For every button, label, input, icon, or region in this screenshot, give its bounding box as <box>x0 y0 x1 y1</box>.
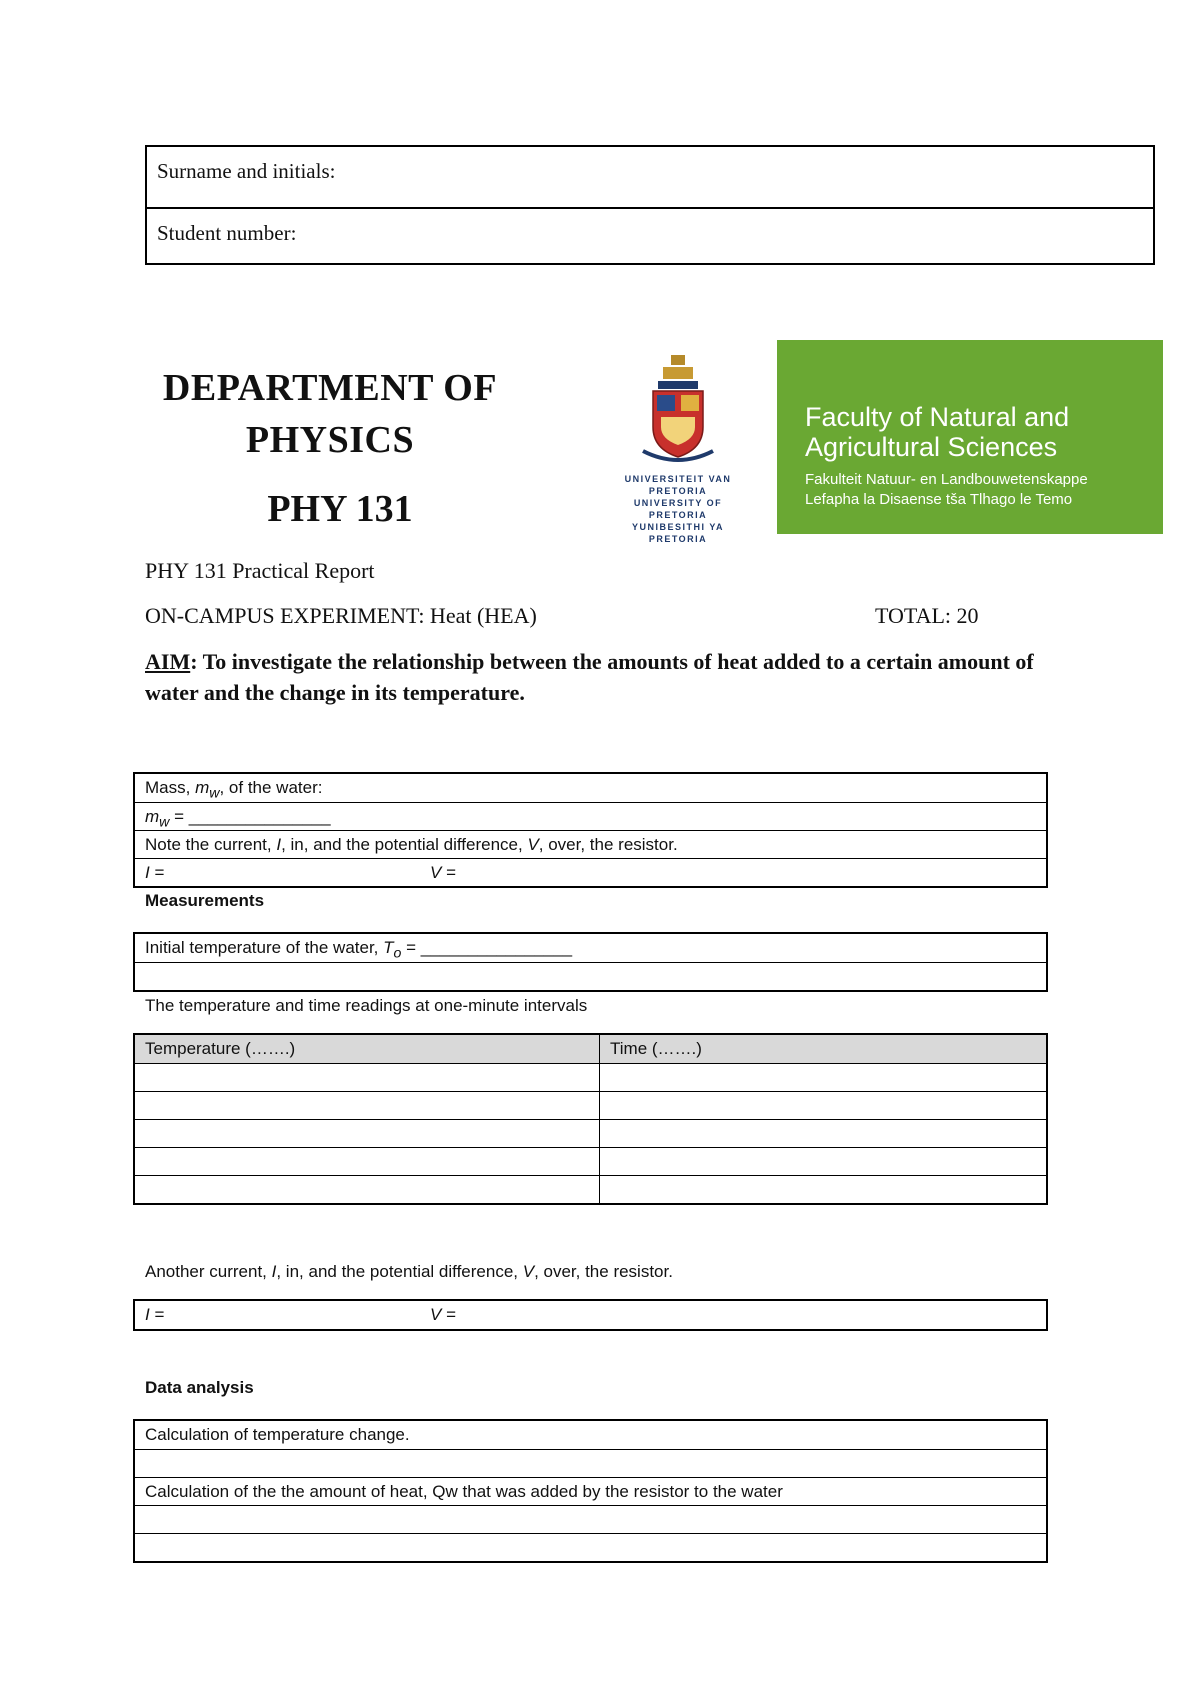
another-voltage-part <box>430 1305 456 1325</box>
note-prefix: Note the current, <box>145 835 277 854</box>
initial-temp-symbol: T <box>383 938 394 957</box>
time-cell[interactable] <box>600 1120 1046 1147</box>
col-header-temperature: Temperature (…….) <box>135 1035 600 1063</box>
initial-temp-subscript: o <box>393 945 402 962</box>
current-label: I <box>145 863 150 882</box>
heat-calc-row <box>135 1477 1046 1505</box>
readings-row <box>135 1119 1046 1147</box>
student-number-field[interactable] <box>147 207 1153 267</box>
note-V-symbol: V <box>527 835 539 854</box>
another-voltage-eq: = <box>441 1305 456 1324</box>
mass-symbol: m <box>195 778 210 797</box>
current-voltage-field[interactable] <box>135 858 1046 886</box>
surname-label: Surname and initials: <box>157 159 336 183</box>
mass-row <box>135 774 1046 802</box>
mass-label-suffix: , of the water: <box>219 778 323 797</box>
crest-text-english: UNIVERSITY OF PRETORIA <box>633 498 723 520</box>
aim-statement <box>145 646 1045 708</box>
voltage-eq: = <box>441 863 456 882</box>
another-current-label: I <box>145 1305 150 1324</box>
dept-line-2: PHYSICS <box>245 419 415 461</box>
voltage-part <box>430 863 456 883</box>
total-marks: TOTAL: 20 <box>875 603 979 628</box>
mw-blank: = _______________ <box>169 807 331 826</box>
temperature-cell[interactable] <box>135 1064 600 1091</box>
readings-row <box>135 1063 1046 1091</box>
surname-field[interactable] <box>147 147 1153 207</box>
faculty-title-line-2: Agricultural Sciences <box>805 432 1058 462</box>
another-current-eq: = <box>149 1305 165 1324</box>
faculty-banner <box>777 340 1163 534</box>
crest-text-afrikaans: UNIVERSITEIT VAN PRETORIA <box>624 474 732 496</box>
measurements-heading: Measurements <box>145 891 265 910</box>
dept-line-1: DEPARTMENT OF <box>162 367 498 409</box>
mass-current-table <box>133 772 1048 888</box>
temp-change-answer-field[interactable] <box>135 1449 1046 1477</box>
initial-temperature-extra-row[interactable] <box>135 962 1046 990</box>
another-current-caption <box>145 1262 673 1282</box>
current-eq: = <box>149 863 165 882</box>
mass-subscript: w <box>209 785 220 802</box>
mass-value-field[interactable] <box>135 802 1046 830</box>
data-analysis-table <box>133 1419 1048 1563</box>
col-header-time: Time (…….) <box>610 1039 702 1058</box>
note-I-symbol: I <box>276 835 282 854</box>
readings-row <box>135 1091 1046 1119</box>
aim-text: : To investigate the relationship between the amounts of heat added to a certain amount of water and the change in its temperature. <box>145 649 1034 705</box>
another-V-symbol: V <box>522 1262 535 1281</box>
course-code: PHY 131 <box>267 488 413 530</box>
time-cell[interactable] <box>600 1148 1046 1175</box>
data-analysis-heading: Data analysis <box>145 1378 254 1397</box>
note-suffix: , over, the resistor. <box>538 835 678 854</box>
aim-label: AIM <box>145 649 191 674</box>
temp-change-label: Calculation of temperature change. <box>145 1425 410 1444</box>
student-info-box <box>145 145 1155 265</box>
another-I-symbol: I <box>271 1262 277 1281</box>
initial-temperature-table <box>133 932 1048 992</box>
heat-calc-answer-field-1[interactable] <box>135 1505 1046 1533</box>
time-cell[interactable] <box>600 1064 1046 1091</box>
faculty-title-line-1: Faculty of Natural and <box>805 402 1070 432</box>
university-name-text <box>603 473 753 545</box>
note-mid: , in, and the potential difference, <box>281 835 528 854</box>
report-title: PHY 131 Practical Report <box>145 558 375 583</box>
another-current-voltage-field[interactable] <box>135 1301 1046 1329</box>
readings-row <box>135 1175 1046 1203</box>
temperature-cell[interactable] <box>135 1176 600 1203</box>
readings-row <box>135 1147 1046 1175</box>
temperature-cell[interactable] <box>135 1092 600 1119</box>
another-voltage-label: V <box>430 1305 442 1324</box>
temperature-cell[interactable] <box>135 1148 600 1175</box>
initial-temperature-field[interactable] <box>135 934 1046 962</box>
initial-temp-blank: = ________________ <box>401 938 573 957</box>
time-cell[interactable] <box>600 1092 1046 1119</box>
student-number-label: Student number: <box>157 221 297 245</box>
readings-header-row <box>135 1035 1046 1063</box>
experiment-name: ON-CAMPUS EXPERIMENT: Heat (HEA) <box>145 603 537 628</box>
mass-label-prefix: Mass, <box>145 778 196 797</box>
faculty-subtitle-1: Fakulteit Natuur- en Landbouwetenskappe <box>805 471 1088 488</box>
readings-caption: The temperature and time readings at one-minute intervals <box>145 996 588 1015</box>
another-suffix: , over, the resistor. <box>534 1262 673 1281</box>
heat-calc-label: Calculation of the the amount of heat, Qw that was added by the resistor to the water <box>145 1482 783 1501</box>
readings-table <box>133 1033 1048 1205</box>
temperature-cell[interactable] <box>135 1120 600 1147</box>
temp-change-row <box>135 1421 1046 1449</box>
another-current-table <box>133 1299 1048 1331</box>
faculty-subtitle-2: Lefapha la Disaense tša Tlhago le Temo <box>805 491 1073 508</box>
another-mid: , in, and the potential difference, <box>276 1262 523 1281</box>
another-prefix: Another current, <box>145 1262 272 1281</box>
voltage-label: V <box>430 863 442 882</box>
note-row <box>135 830 1046 858</box>
crest-text-sepedi: YUNIBESITHI YA PRETORIA <box>631 522 725 544</box>
department-title <box>145 362 515 466</box>
mw-subscript: w <box>159 814 170 831</box>
time-cell[interactable] <box>600 1176 1046 1203</box>
heat-calc-answer-field-2[interactable] <box>135 1533 1046 1561</box>
mw-symbol: m <box>145 807 160 826</box>
initial-temp-prefix: Initial temperature of the water, <box>145 938 384 957</box>
